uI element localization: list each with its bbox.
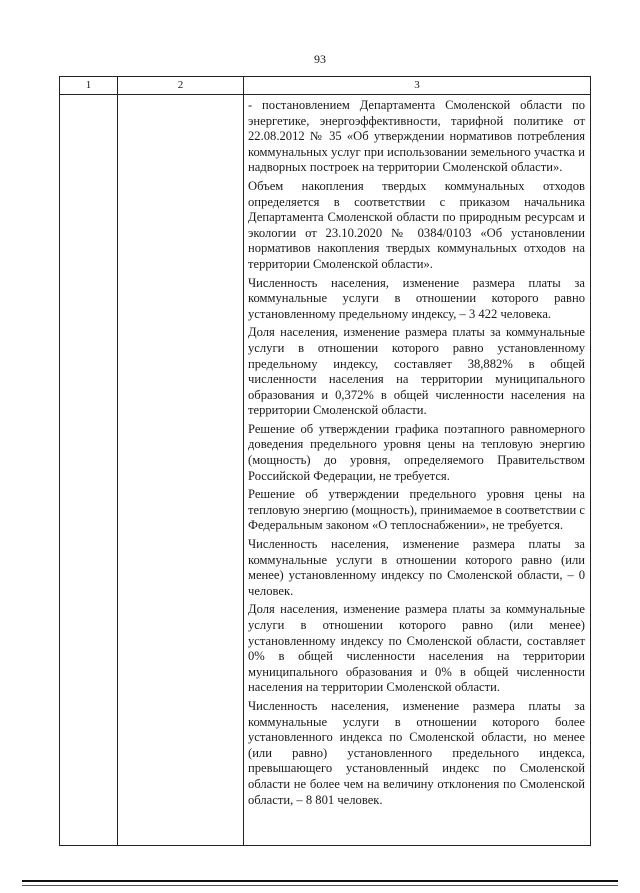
document-table xyxy=(59,76,591,846)
page-number: 93 xyxy=(314,52,326,66)
paragraph-heat-price-schedule: Решение об утверждении графика поэтапного равномерного доведения предельного уровня цены на тепловую энергию (мощность) до уровня, определяемого Правительством Российской Федерации, не требуется. xyxy=(248,421,585,483)
paragraph-population-equal-or-less-index: Численность населения, изменение размера платы за коммунальные услуги в отношении которого равно (или менее) установленному индексу по Смоленской области, – 0 человек. xyxy=(248,537,585,598)
paragraph-population-share-equal-or-less-index: Доля населения, изменение размера платы за коммунальные услуги в отношении которого равно (или менее) установленному индексу по Смоленской области, составляет 0% в общей численности населения на территории муниципального образования и 0% в общей численности населения на территории Смоленской области. xyxy=(248,602,585,695)
paragraph-population-equal-limit-index: Численность населения, изменение размера платы за коммунальные услуги в отношении которого равно установленному предельному индексу, – 3 422 человека. xyxy=(248,275,585,321)
header-cell-col-2: 2 xyxy=(177,79,184,91)
footer-rule-thin xyxy=(22,885,618,886)
header-cell-col-3: 3 xyxy=(414,79,420,91)
paragraph-population-above-index: Численность населения, изменение размера платы за коммунальные услуги в отношении которого более установленного индекса по Смоленской области, но менее (или равно) установленного предельного индекса, превышающего установленный индекс по Смоленской области не более чем на величину отклонения по Смоленской области, – 8 801 человек. xyxy=(248,698,585,807)
paragraph-resolution-reference: - постановлением Департамента Смоленской области по энергетике, энергоэффективности, тарифной политике от 22.08.2012 № 35 «Об утверждении нормативов потребления коммунальных услуг при использовании земельного участка и надворных построек на территории Смоленской области». xyxy=(248,98,585,175)
table-header-row xyxy=(60,77,590,95)
paragraph-waste-accumulation: Объем накопления твердых коммунальных отходов определяется в соответствии с приказом начальника Департамента Смоленской области по природным ресурсам и экологии от 23.10.2020 № 0384/0103 «Об установлении нормативов накопления твердых коммунальных отходов на территории Смоленской области». xyxy=(248,178,585,271)
paragraph-heat-price-limit: Решение об утверждении предельного уровня цены на тепловую энергию (мощность), принимаемое в соответствии с Федеральным законом «О теплоснабжении», не требуется. xyxy=(248,487,585,533)
paragraph-population-share-equal-limit-index: Доля населения, изменение размера платы за коммунальные услуги в отношении которого равно установленному предельному индексу, составляет 38,882% в общей численности населения на территории муниципального образования и 0,372% в общей численности населения на территории Смоленской области. xyxy=(248,325,585,418)
header-cell-col-1: 1 xyxy=(85,79,92,91)
footer-rule xyxy=(22,880,618,882)
column-divider-1 xyxy=(117,77,118,845)
column-divider-2 xyxy=(243,77,244,845)
table-cell-col-3 xyxy=(248,98,585,811)
